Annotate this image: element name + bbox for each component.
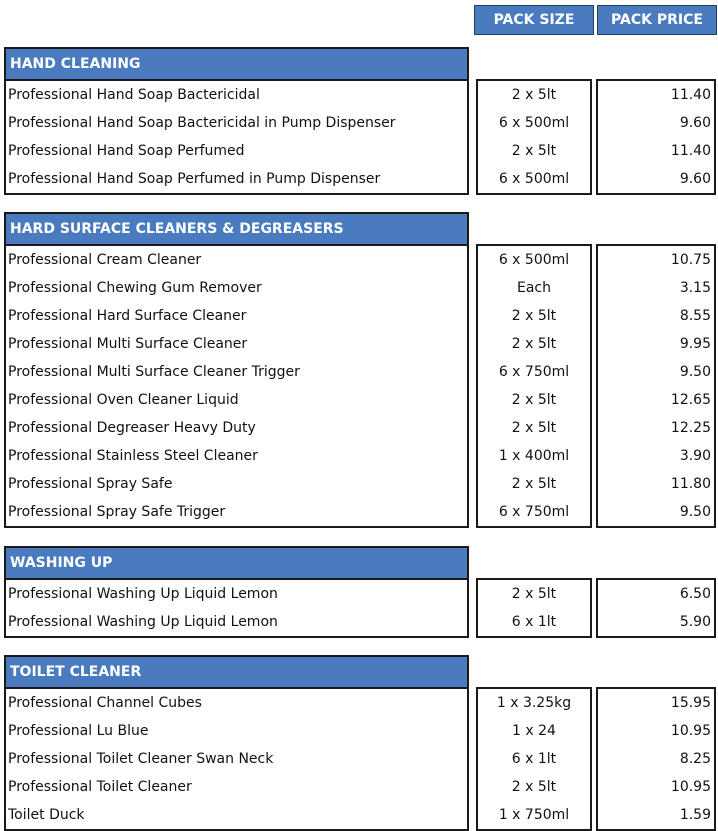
pack-size-column (476, 79, 592, 195)
pack-price-cell: 10.95 (670, 779, 711, 795)
product-name-cell: Professional Oven Cleaner Liquid (8, 392, 239, 408)
pack-size-column (476, 244, 592, 528)
pack-size-cell: 2 x 5lt (511, 392, 557, 408)
pack-size-cell: 1 x 3.25kg (496, 695, 572, 711)
pack-price-column (596, 687, 716, 831)
section-title: HARD SURFACE CLEANERS & DEGREASERS (4, 212, 469, 244)
product-name-column (4, 79, 469, 195)
pack-price-cell: 9.50 (679, 504, 711, 520)
pack-size-cell: 6 x 500ml (498, 115, 570, 131)
product-name-cell: Professional Stainless Steel Cleaner (8, 448, 258, 464)
product-name-cell: Professional Washing Up Liquid Lemon (8, 614, 278, 630)
pack-size-cell: 2 x 5lt (511, 308, 557, 324)
pack-price-cell: 9.50 (679, 364, 711, 380)
product-name-cell: Professional Hand Soap Perfumed in Pump Dispenser (8, 171, 381, 187)
product-name-cell: Professional Hand Soap Bactericidal (8, 87, 260, 103)
pack-price-cell: 10.95 (670, 723, 711, 739)
pack-price-cell: 11.40 (670, 143, 711, 159)
product-name-cell: Professional Spray Safe Trigger (8, 504, 226, 520)
product-name-column (4, 244, 469, 528)
pack-price-column (596, 79, 716, 195)
product-name-cell: Professional Hand Soap Bactericidal in Pump Dispenser (8, 115, 396, 131)
product-name-cell: Professional Degreaser Heavy Duty (8, 420, 256, 436)
pack-price-cell: 15.95 (670, 695, 711, 711)
pack-size-cell: 6 x 750ml (498, 504, 570, 520)
pack-price-cell: 8.25 (679, 751, 711, 767)
pack-size-cell: 2 x 5lt (511, 779, 557, 795)
pack-price-cell: 3.90 (679, 448, 711, 464)
pack-price-cell: 11.40 (670, 87, 711, 103)
pack-size-cell: 6 x 750ml (498, 364, 570, 380)
pack-size-cell: 2 x 5lt (511, 586, 557, 602)
product-name-cell: Professional Toilet Cleaner (8, 779, 192, 795)
pack-size-cell: 2 x 5lt (511, 336, 557, 352)
product-name-column (4, 578, 469, 638)
product-name-cell: Professional Spray Safe (8, 476, 173, 492)
pack-price-cell: 12.25 (670, 420, 711, 436)
pack-price-cell: 11.80 (670, 476, 711, 492)
product-name-cell: Professional Hard Surface Cleaner (8, 308, 247, 324)
pack-size-cell: 6 x 500ml (498, 171, 570, 187)
pack-size-cell: 6 x 1lt (511, 751, 557, 767)
section-title: WASHING UP (4, 546, 469, 578)
pack-price-cell: 9.60 (679, 115, 711, 131)
pack-price-cell: 8.55 (679, 308, 711, 324)
pack-price-cell: 12.65 (670, 392, 711, 408)
pack-price-cell: 5.90 (679, 614, 711, 630)
pack-size-cell: 2 x 5lt (511, 87, 557, 103)
product-name-cell: Professional Multi Surface Cleaner Trigger (8, 364, 300, 380)
pack-price-cell: 1.59 (679, 807, 711, 823)
pack-size-cell: 1 x 400ml (498, 448, 570, 464)
pack-size-cell: 2 x 5lt (511, 143, 557, 159)
pack-size-column (476, 687, 592, 831)
pack-size-cell: 2 x 5lt (511, 420, 557, 436)
product-name-cell: Professional Chewing Gum Remover (8, 280, 262, 296)
product-name-cell: Toilet Duck (8, 807, 85, 823)
product-name-cell: Professional Cream Cleaner (8, 252, 202, 268)
pack-price-cell: 6.50 (679, 586, 711, 602)
pack-price-cell: 10.75 (670, 252, 711, 268)
pack-size-cell: 6 x 500ml (498, 252, 570, 268)
product-name-cell: Professional Washing Up Liquid Lemon (8, 586, 278, 602)
pack-price-cell: 3.15 (679, 280, 711, 296)
pack-size-cell: 1 x 24 (512, 723, 556, 739)
pack-price-cell: 9.95 (679, 336, 711, 352)
pack-size-cell: 1 x 750ml (498, 807, 570, 823)
pack-size-cell: Each (517, 280, 551, 296)
pack-price-column (596, 244, 716, 528)
pack-size-column (476, 578, 592, 638)
pack-price-cell: 9.60 (679, 171, 711, 187)
pack-price-column (596, 578, 716, 638)
product-name-cell: Professional Toilet Cleaner Swan Neck (8, 751, 274, 767)
product-name-column (4, 687, 469, 831)
pack-size-cell: 2 x 5lt (511, 476, 557, 492)
product-name-cell: Professional Hand Soap Perfumed (8, 143, 245, 159)
pack-size-cell: 6 x 1lt (511, 614, 557, 630)
section-title: TOILET CLEANER (4, 655, 469, 687)
section-title: HAND CLEANING (4, 47, 469, 79)
product-name-cell: Professional Multi Surface Cleaner (8, 336, 248, 352)
pack-price-header: PACK PRICE (597, 5, 717, 35)
pack-size-header: PACK SIZE (474, 5, 594, 35)
product-name-cell: Professional Lu Blue (8, 723, 149, 739)
product-name-cell: Professional Channel Cubes (8, 695, 202, 711)
